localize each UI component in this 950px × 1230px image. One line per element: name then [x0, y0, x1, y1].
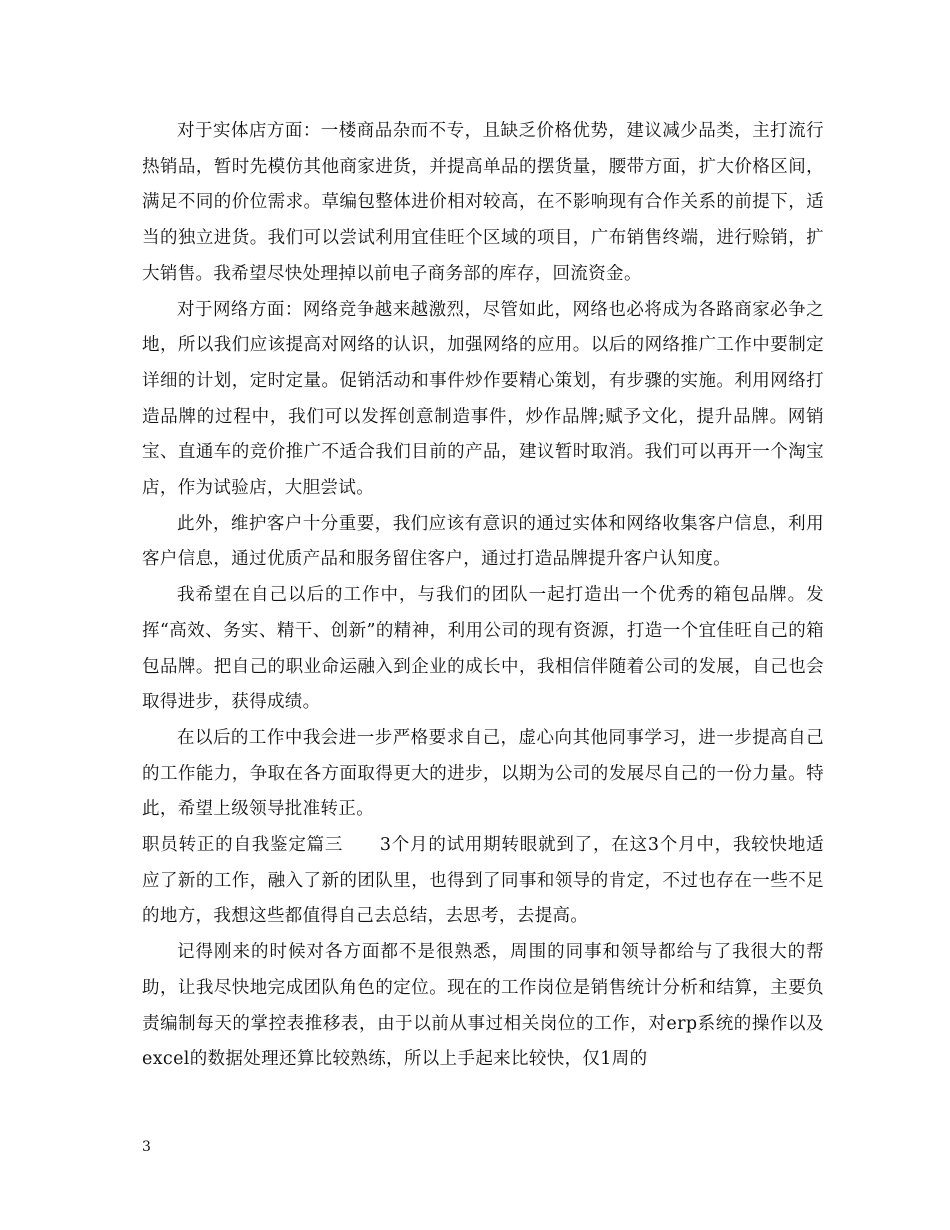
page-number: 3 — [142, 1139, 151, 1155]
paragraph-brand-hope: 我希望在自己以后的工作中，与我们的团队一起打造出一个优秀的箱包品牌。发挥“高效、务实、精干、创新”的精神，利用公司的现有资源，打造一个宜佳旺自己的箱包品牌。把自己的职业命运融入到企业的成长中，我相信伴随着公司的发展，自己也会取得进步，获得成绩。 — [142, 585, 824, 713]
paragraph-customers: 此外，维护客户十分重要，我们应该有意识的通过实体和网络收集客户信息，利用客户信息，通过优质产品和服务留住客户，通过打造品牌提升客户认知度。 — [142, 513, 824, 570]
paragraph-first-days: 记得刚来的时候对各方面都不是很熟悉，周围的同事和领导都给与了我很大的帮助，让我尽快地完成团队角色的定位。现在的工作岗位是销售统计分析和结算，主要负责编制每天的掌控表推移表，由于以前从事过相关岗位的工作，对erp系统的操作以及excel的数据处理还算比较熟练，所以上手起来比较快，仅1周的 — [142, 942, 824, 1070]
paragraph-section-three: 职员转正的自我鉴定篇三 3个月的试用期转眼就到了，在这3个月中，我较快地适应了新的工作，融入了新的团队里，也得到了同事和领导的肯定，不过也存在一些不足的地方，我想这些都值得自己去总结，去思考，去提高。 — [142, 835, 824, 927]
document-body — [142, 114, 824, 1078]
paragraph-online: 对于网络方面：网络竞争越来越激烈，尽管如此，网络也必将成为各路商家必争之地，所以我们应该提高对网络的认识，加强网络的应用。以后的网络推广工作中要制定详细的计划，定时定量。促销活动和事件炒作要精心策划，有步骤的实施。利用网络打造品牌的过程中，我们可以发挥创意制造事件，炒作品牌;赋予文化，提升品牌。网销宝、直通车的竞价推广不适合我们目前的产品，建议暂时取消。我们可以再开一个淘宝店，作为试验店，大胆尝试。 — [142, 299, 824, 499]
paragraph-physical-store: 对于实体店方面：一楼商品杂而不专，且缺乏价格优势，建议减少品类，主打流行热销品，暂时先模仿其他商家进货，并提高单品的摆货量，腰带方面，扩大价格区间，满足不同的价位需求。草编包整体进价相对较高，在不影响现有合作关系的前提下，适当的独立进货。我们可以尝试利用宜佳旺个区域的项目，广布销售终端，进行赊销，扩大销售。我希望尽快处理掉以前电子商务部的库存，回流资金。 — [142, 121, 824, 284]
paragraph-conclusion: 在以后的工作中我会进一步严格要求自己，虚心向其他同事学习，进一步提高自己的工作能力，争取在各方面取得更大的进步，以期为公司的发展尽自己的一份力量。特此，希望上级领导批准转正。 — [142, 727, 824, 820]
